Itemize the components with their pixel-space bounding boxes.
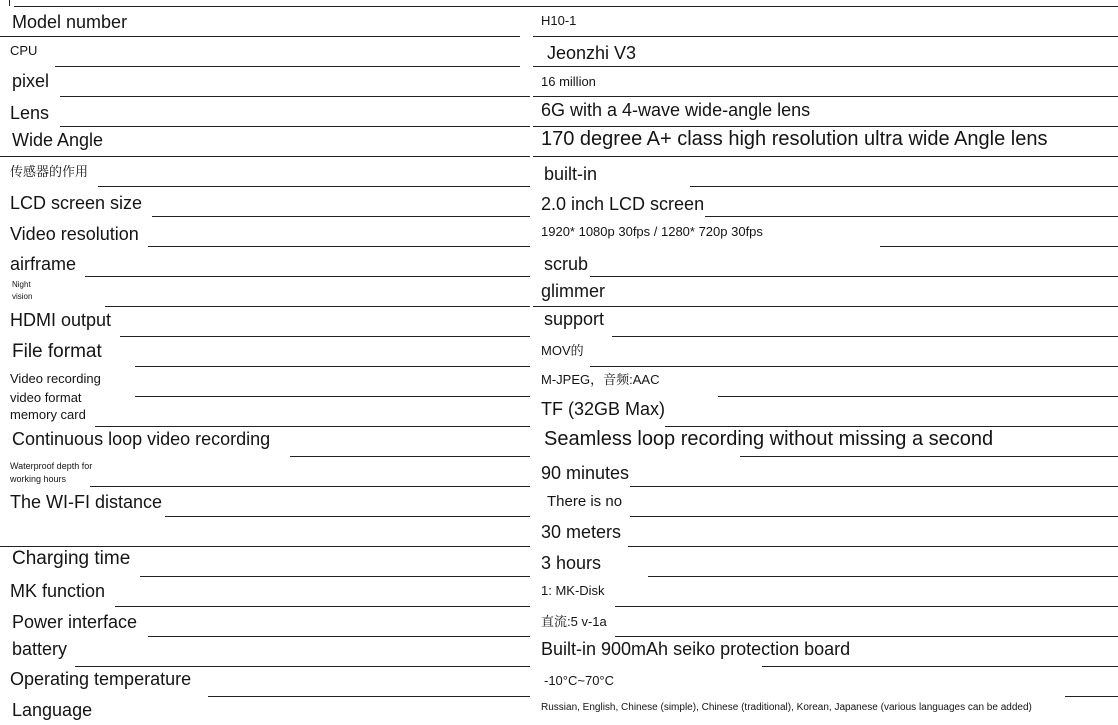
rule bbox=[140, 576, 530, 577]
rule bbox=[148, 636, 530, 637]
spec-value: M-JPEG，音频:AAC bbox=[541, 372, 660, 387]
rule bbox=[75, 666, 530, 667]
rule bbox=[152, 216, 530, 217]
rule bbox=[533, 36, 1118, 37]
spec-value: 6G with a 4-wave wide-angle lens bbox=[541, 100, 811, 120]
rule bbox=[1065, 696, 1118, 697]
rule bbox=[60, 96, 530, 97]
spec-label: MK function bbox=[10, 581, 106, 601]
rule bbox=[533, 96, 1118, 97]
spec-value: 90 minutes bbox=[541, 463, 630, 483]
spec-label: airframe bbox=[10, 254, 77, 274]
rule bbox=[533, 156, 1118, 157]
rule bbox=[60, 126, 530, 127]
spec-label: Language bbox=[12, 700, 93, 720]
rule bbox=[630, 516, 1118, 517]
rule bbox=[762, 666, 1118, 667]
spec-value: -10°C~70°C bbox=[544, 673, 615, 688]
rule bbox=[55, 66, 520, 67]
rule bbox=[208, 696, 530, 697]
spec-value: scrub bbox=[544, 254, 589, 274]
spec-label: File format bbox=[12, 341, 102, 362]
rule bbox=[0, 156, 530, 157]
spec-label: LCD screen size bbox=[10, 193, 143, 213]
spec-value: Seamless loop recording without missing a second bbox=[544, 428, 994, 450]
rule bbox=[615, 636, 1118, 637]
rule bbox=[135, 396, 530, 397]
rule bbox=[90, 486, 530, 487]
rule bbox=[533, 306, 1118, 307]
spec-value: support bbox=[544, 309, 605, 329]
rule bbox=[740, 456, 1118, 457]
spec-value: glimmer bbox=[541, 281, 606, 301]
rule bbox=[105, 306, 530, 307]
spec-value: H10-1 bbox=[541, 13, 577, 28]
rule bbox=[120, 336, 530, 337]
spec-value: MOV的 bbox=[541, 343, 584, 358]
spec-label: Continuous loop video recording bbox=[12, 429, 271, 449]
rule bbox=[533, 126, 1118, 127]
spec-label: Power interface bbox=[12, 612, 138, 632]
spec-value: 1: MK-Disk bbox=[541, 583, 605, 598]
spec-value: 3 hours bbox=[541, 553, 602, 573]
rule bbox=[148, 246, 530, 247]
rule bbox=[135, 366, 530, 367]
spec-value: TF (32GB Max) bbox=[541, 399, 666, 419]
spec-label: Wide Angle bbox=[12, 130, 104, 150]
spec-value: 30 meters bbox=[541, 522, 622, 542]
top-rule bbox=[14, 6, 1118, 7]
rule bbox=[648, 576, 1118, 577]
rule bbox=[165, 516, 530, 517]
spec-value: 170 degree A+ class high resolution ultra wide Angle lens bbox=[541, 128, 1048, 150]
rule bbox=[115, 606, 530, 607]
rule bbox=[98, 186, 530, 187]
rule bbox=[533, 66, 1118, 67]
spec-value: Built-in 900mAh seiko protection board bbox=[541, 639, 851, 659]
spec-label: 传感器的作用 bbox=[10, 164, 89, 179]
spec-label: memory card bbox=[10, 407, 86, 422]
spec-label: CPU bbox=[10, 43, 38, 58]
spec-label: Night vision bbox=[12, 280, 33, 301]
spec-label: Charging time bbox=[12, 548, 131, 569]
rule bbox=[590, 366, 1118, 367]
rule bbox=[718, 396, 1118, 397]
rule bbox=[705, 216, 1118, 217]
spec-value: There is no bbox=[547, 493, 623, 510]
rule bbox=[590, 276, 1118, 277]
spec-label: Waterproof depth for working hours bbox=[10, 461, 93, 484]
rule bbox=[690, 186, 1118, 187]
rule bbox=[630, 486, 1118, 487]
rule bbox=[615, 606, 1118, 607]
spec-label: HDMI output bbox=[10, 310, 112, 330]
spec-label: Video recording video format bbox=[10, 371, 101, 405]
spec-label: Video resolution bbox=[10, 224, 139, 244]
rule bbox=[665, 426, 1118, 427]
corner-tick bbox=[9, 0, 10, 6]
rule bbox=[612, 336, 1118, 337]
rule bbox=[85, 276, 530, 277]
spec-label: pixel bbox=[12, 71, 50, 91]
spec-label: The WI-FI distance bbox=[10, 492, 163, 512]
rule bbox=[290, 456, 530, 457]
spec-label: Model number bbox=[12, 12, 128, 32]
spec-value: 直流:5 v-1a bbox=[541, 614, 607, 629]
spec-value: Russian, English, Chinese (simple), Chinese (traditional), Korean, Japanese (various languages can be added) bbox=[541, 702, 1032, 713]
spec-value: built-in bbox=[544, 164, 598, 184]
rule bbox=[0, 36, 520, 37]
rule bbox=[95, 426, 530, 427]
spec-value: 1920* 1080p 30fps / 1280* 720p 30fps bbox=[541, 224, 763, 239]
spec-value: 2.0 inch LCD screen bbox=[541, 194, 705, 214]
spec-label: Operating temperature bbox=[10, 669, 192, 689]
rule bbox=[0, 546, 530, 547]
spec-value: Jeonzhi V3 bbox=[547, 43, 637, 63]
spec-value: 16 million bbox=[541, 74, 596, 89]
spec-label: battery bbox=[12, 639, 68, 659]
rule bbox=[880, 246, 1118, 247]
rule bbox=[628, 546, 1118, 547]
spec-label: Lens bbox=[10, 103, 50, 123]
